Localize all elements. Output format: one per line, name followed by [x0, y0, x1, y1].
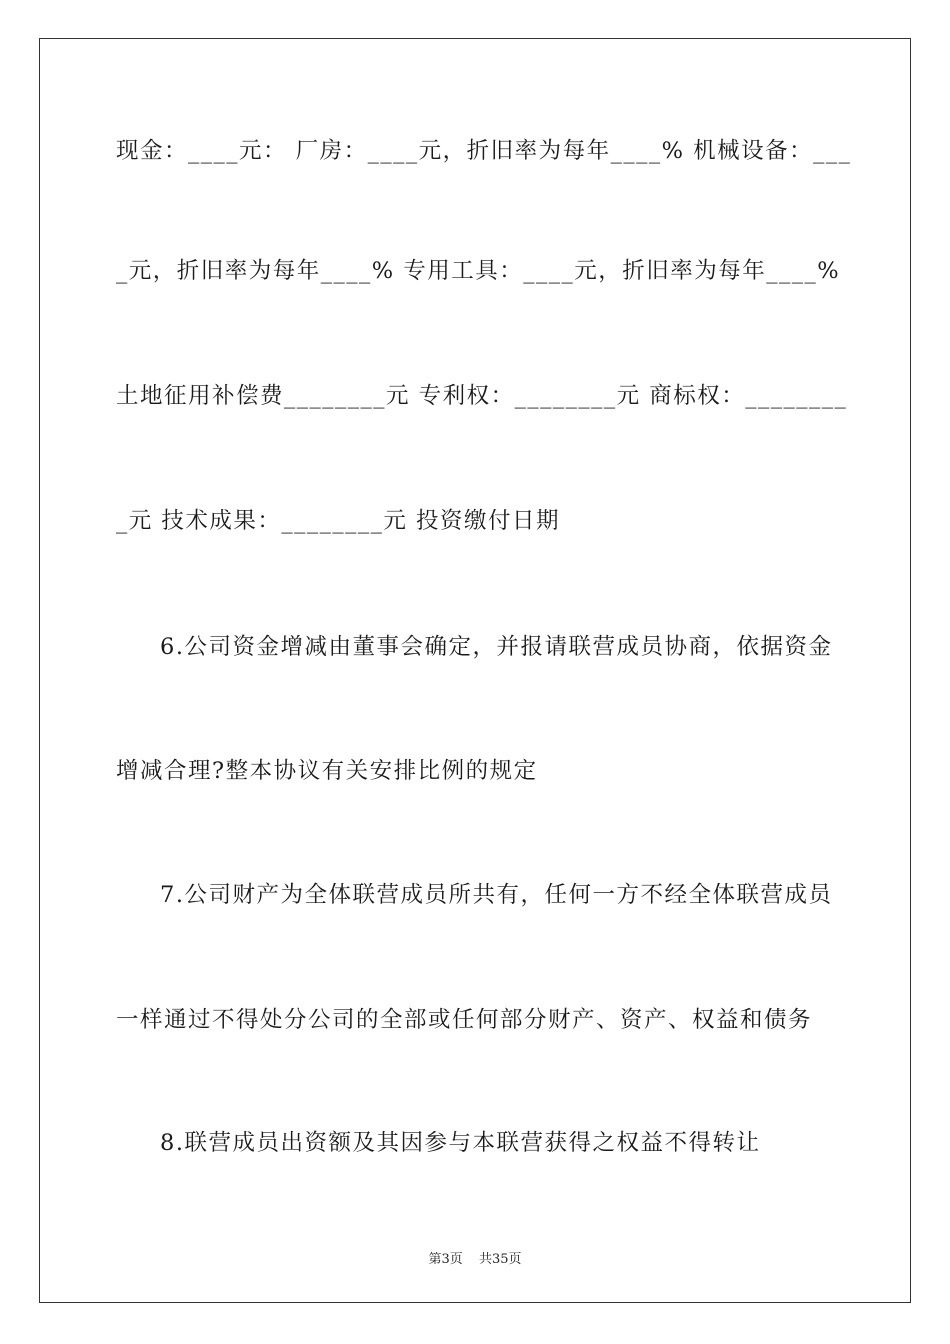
page-footer [0, 1248, 950, 1267]
paragraph-6-line-2: 增减合理?整本协议有关安排比例的规定 [116, 758, 538, 784]
paragraph-8-line-1: 8.联营成员出资额及其因参与本联营获得之权益不得转让 [160, 1130, 761, 1156]
text-line-2: _元，折旧率为每年____% 专用工具：____元，折旧率为每年____% [116, 258, 841, 284]
text-line-1: 现金：____元： 厂房：____元，折旧率为每年____% 机械设备：___ [116, 138, 852, 164]
paragraph-7-line-1: 7.公司财产为全体联营成员所共有，任何一方不经全体联营成员 [160, 882, 833, 908]
paragraph-6-line-1: 6.公司资金增减由董事会确定，并报请联营成员协商，依据资金 [160, 634, 833, 660]
paragraph-7-line-2: 一样通过不得处分公司的全部或任何部分财产、资产、权益和债务 [116, 1007, 813, 1033]
text-line-4: _元 技术成果：________元 投资缴付日期 [116, 508, 561, 534]
total-pages: 共35页 [478, 1252, 522, 1267]
page-number: 第3页 [428, 1252, 463, 1267]
text-line-3: 土地征用补偿费________元 专利权：________元 商标权：________ [116, 383, 848, 409]
page-border [39, 38, 911, 1303]
